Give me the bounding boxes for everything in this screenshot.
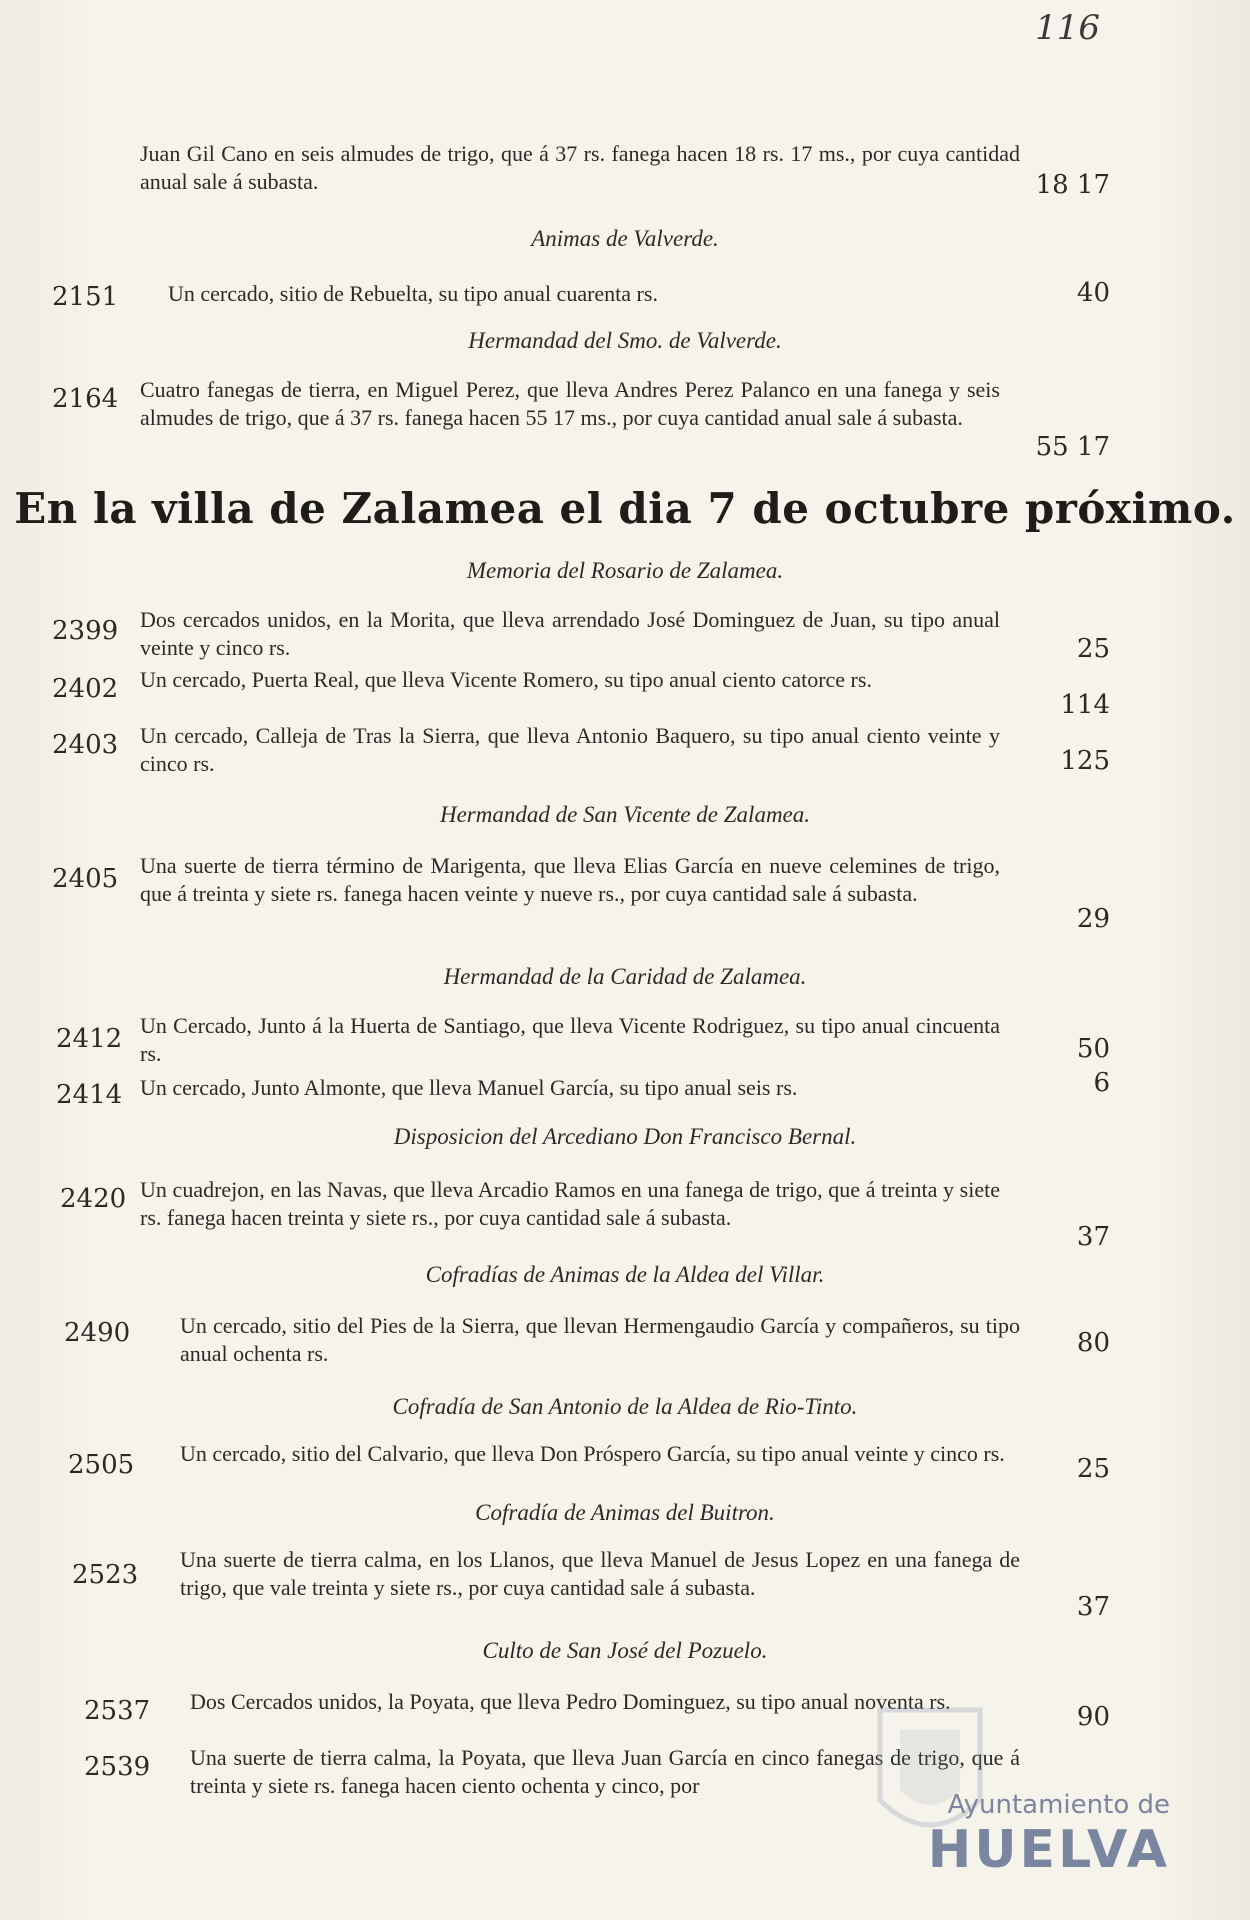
entry-number: 2539	[84, 1752, 151, 1782]
section-heading: Hermandad del Smo. de Valverde.	[468, 328, 782, 353]
entry-text: Un cercado, sitio de Rebuelta, su tipo anual cuarenta rs.	[168, 281, 658, 306]
section-heading: Hermandad de San Vicente de Zalamea.	[439, 802, 811, 827]
entry-text: Un cercado, sitio del Calvario, que lleva Don Próspero García, su tipo anual veinte y cinco rs.	[180, 1441, 1005, 1466]
entry-amount: 50	[1076, 1034, 1110, 1064]
entry-number: 2405	[52, 864, 119, 894]
entry-amount: 6	[1093, 1068, 1110, 1098]
entry-text: Cuatro fanegas de tierra, en Miguel Perez, que lleva Andres Perez Palanco en una fanega y seis almudes de trigo, que á 37 rs. fanega hacen 55 17 ms., por cuya cantidad anual sale á subasta.	[140, 377, 1000, 430]
entry-number: 2537	[84, 1696, 151, 1726]
entry-text: Un Cercado, Junto á la Huerta de Santiago, que lleva Vicente Rodriguez, su tipo anual cincuenta rs.	[140, 1013, 1000, 1066]
entry-amount: 25	[1076, 1454, 1110, 1484]
entry-amount: 37	[1076, 1592, 1110, 1622]
watermark-text: Ayuntamiento de	[947, 1790, 1170, 1820]
entry-number: 2505	[68, 1450, 135, 1480]
entry-text: Un cercado, Calleja de Tras la Sierra, que lleva Antonio Baquero, su tipo anual ciento veinte y cinco rs.	[140, 723, 1000, 776]
entry-number: 2402	[52, 674, 119, 704]
entry-number: 2164	[52, 384, 119, 414]
section-heading: Cofradías de Animas de la Aldea del Villar.	[425, 1262, 825, 1287]
entry-text: Una suerte de tierra calma, en los Llanos, que lleva Manuel de Jesus Lopez en una fanega de trigo, que vale treinta y siete rs., por cuya cantidad sale á subasta.	[180, 1547, 1020, 1600]
section-heading: Disposicion del Arcediano Don Francisco Bernal.	[393, 1124, 857, 1149]
entry-text: Un cercado, sitio del Pies de la Sierra, que llevan Hermengaudio García y compañeros, su tipo anual ochenta rs.	[180, 1313, 1020, 1366]
entry-text: Juan Gil Cano en seis almudes de trigo, que á 37 rs. fanega hacen 18 rs. 17 ms., por cuya cantidad anual sale á subasta.	[140, 141, 1020, 194]
entry-number: 2403	[52, 730, 119, 760]
entry-text: Un cuadrejon, en las Navas, que lleva Arcadio Ramos en una fanega de trigo, que á treinta y siete rs. fanega hacen treinta y siete rs., por cuya cantidad sale á subasta.	[140, 1177, 1000, 1230]
section-heading: Memoria del Rosario de Zalamea.	[466, 558, 784, 583]
entry-text: Un cercado, Puerta Real, que lleva Vicente Romero, su tipo anual ciento catorce rs.	[140, 667, 872, 692]
entry-number: 2490	[64, 1318, 131, 1348]
watermark-title: HUELVA	[927, 1820, 1170, 1880]
entry-amount: 18 17	[1035, 170, 1110, 200]
entry-amount: 40	[1076, 278, 1110, 308]
section-heading: Animas de Valverde.	[531, 226, 719, 251]
main-heading: En la villa de Zalamea el dia 7 de octubre próximo.	[14, 484, 1236, 533]
entry-amount: 80	[1076, 1328, 1110, 1358]
entry-amount: 114	[1060, 690, 1110, 720]
section-heading: Cofradía de Animas del Buitron.	[475, 1500, 775, 1525]
entry-number: 2399	[52, 616, 119, 646]
entry-amount: 29	[1076, 904, 1110, 934]
entry-text: Dos cercados unidos, en la Morita, que lleva arrendado José Dominguez de Juan, su tipo anual veinte y cinco rs.	[140, 607, 1000, 660]
entry-text: Una suerte de tierra término de Marigenta, que lleva Elias García en nueve celemines de trigo, que á treinta y siete rs. fanega hacen veinte y nueve rs., por cuya cantidad sale á subasta.	[140, 853, 1000, 906]
entry-number: 2151	[52, 282, 119, 312]
entry-text: Una suerte de tierra calma, la Poyata, que lleva Juan García en cinco fanegas de trigo, que á treinta y siete rs. fanega hacen ciento ochenta y cinco, por	[190, 1745, 1020, 1798]
entry-number: 2523	[72, 1560, 139, 1590]
entry-amount: 25	[1076, 634, 1110, 664]
entry-text: Un cercado, Junto Almonte, que lleva Manuel García, su tipo anual seis rs.	[140, 1075, 798, 1100]
entry-amount: 90	[1076, 1702, 1110, 1732]
entry-number: 2412	[56, 1024, 123, 1054]
section-heading: Culto de San José del Pozuelo.	[482, 1638, 768, 1663]
entry-amount: 37	[1076, 1222, 1110, 1252]
entry-number: 2414	[56, 1080, 123, 1110]
section-heading: Cofradía de San Antonio de la Aldea de Rio-Tinto.	[392, 1394, 858, 1419]
entry-text: Dos Cercados unidos, la Poyata, que lleva Pedro Dominguez, su tipo anual noventa rs.	[190, 1689, 951, 1714]
section-heading: Hermandad de la Caridad de Zalamea.	[443, 964, 807, 989]
entry-amount: 55 17	[1035, 432, 1110, 462]
page-number: 116	[1035, 8, 1100, 48]
entry-amount: 125	[1060, 746, 1110, 776]
entry-number: 2420	[60, 1184, 127, 1214]
